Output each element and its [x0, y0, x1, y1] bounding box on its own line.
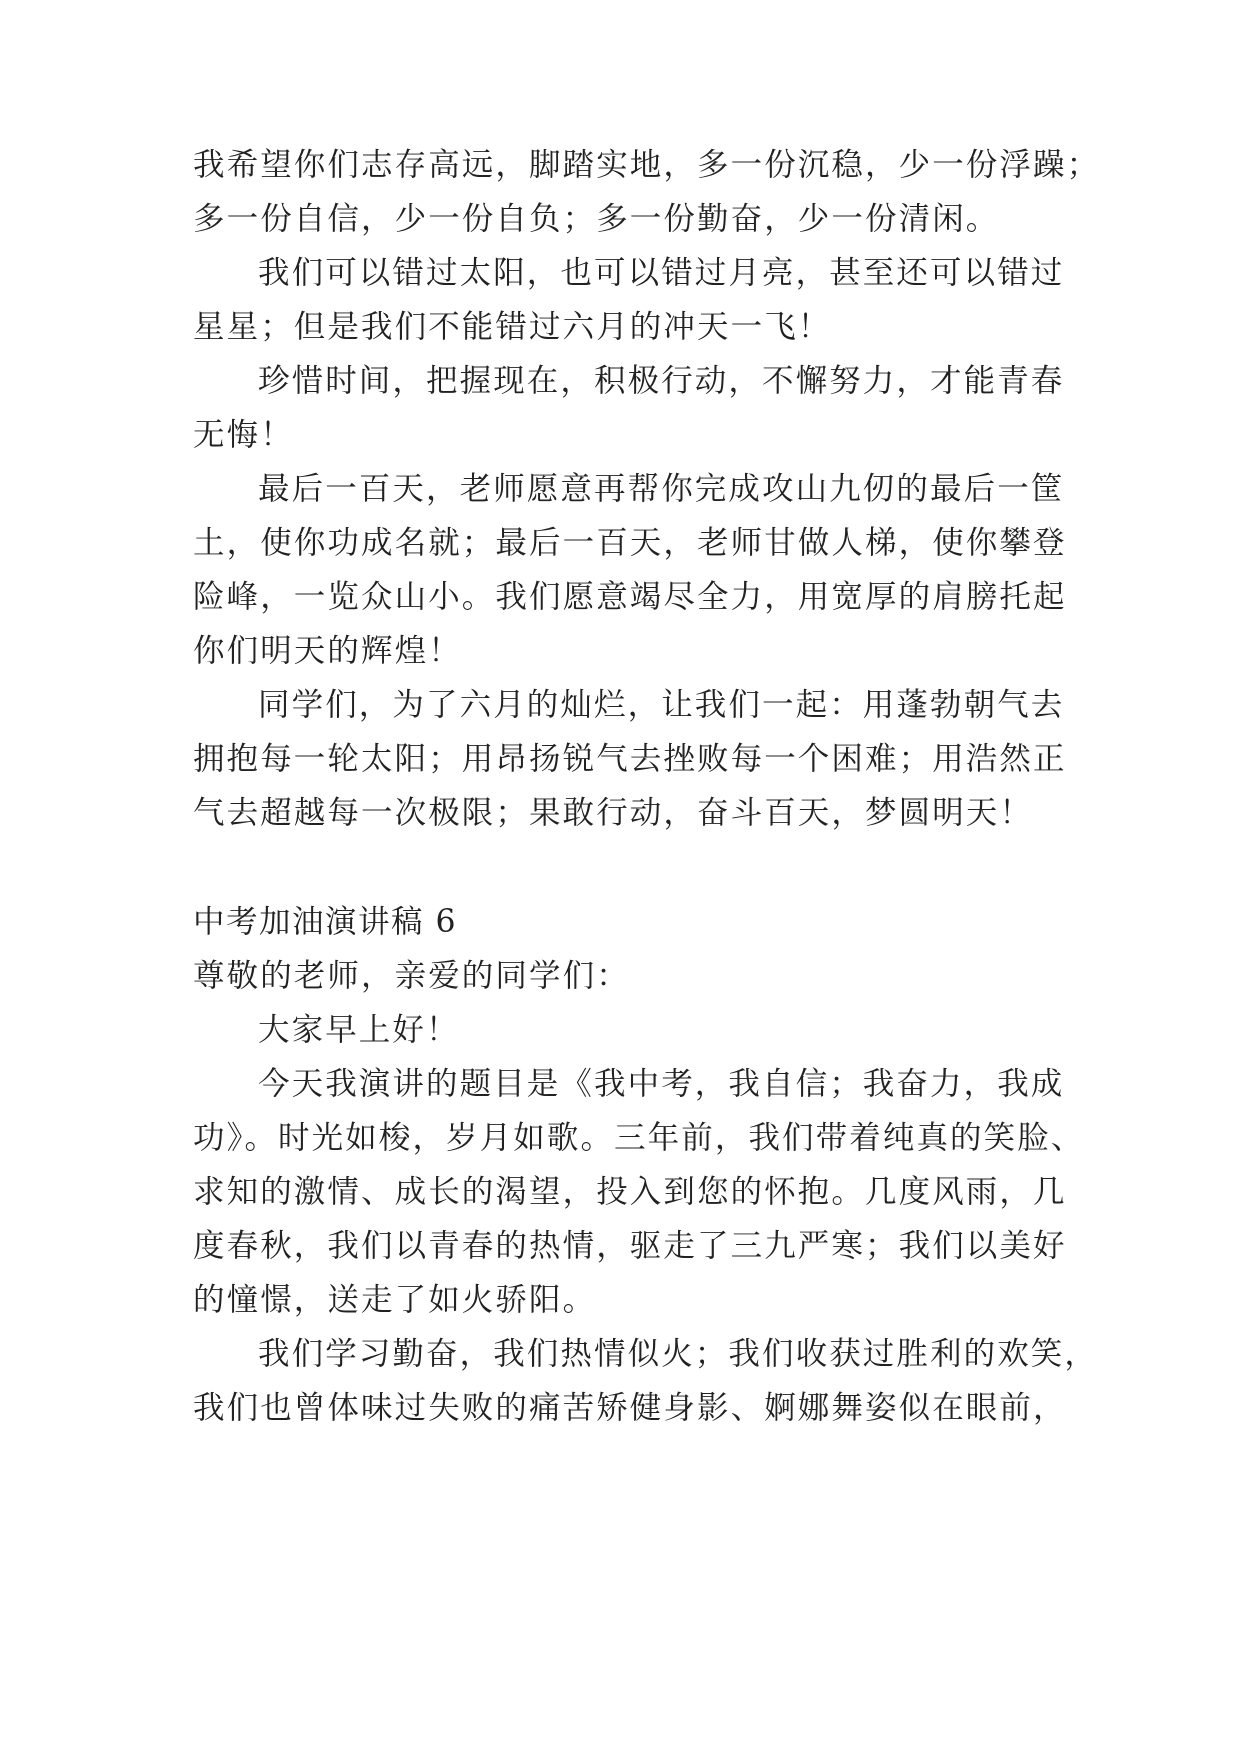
paragraph-line: 我们也曾体味过失败的痛苦矫健身影、婀娜舞姿似在眼前， [193, 1390, 1067, 1426]
paragraph-line: 你们明天的辉煌！ [193, 633, 462, 669]
paragraph-line: 土，使你功成名就；最后一百天，老师甘做人梯，使你攀登 [193, 525, 1067, 561]
paragraph-line: 险峰，一览众山小。我们愿意竭尽全力，用宽厚的肩膀托起 [193, 579, 1067, 615]
paragraph-line: 大家早上好！ [258, 1012, 460, 1048]
paragraph-line: 的憧憬，送走了如火骄阳。 [193, 1282, 597, 1318]
paragraph-line: 多一份自信，少一份自负；多一份勤奋，少一份清闲。 [193, 201, 1000, 237]
paragraph-line: 珍惜时间，把握现在，积极行动，不懈努力，才能青春 [258, 363, 1065, 399]
paragraph-line: 星星；但是我们不能错过六月的冲天一飞！ [193, 309, 832, 345]
paragraph-line: 同学们，为了六月的灿烂，让我们一起：用蓬勃朝气去 [258, 687, 1065, 723]
section-title: 中考加油演讲稿 6 [193, 904, 458, 940]
paragraph-line: 度春秋，我们以青春的热情，驱走了三九严寒；我们以美好 [193, 1228, 1067, 1264]
paragraph-line: 今天我演讲的题目是《我中考，我自信；我奋力，我成 [258, 1066, 1065, 1102]
paragraph-line: 我们可以错过太阳，也可以错过月亮，甚至还可以错过 [258, 255, 1065, 291]
paragraph-line: 最后一百天，老师愿意再帮你完成攻山九仞的最后一筐 [258, 471, 1065, 507]
paragraph-line: 我希望你们志存高远，脚踏实地，多一份沉稳，少一份浮躁； [193, 147, 1101, 183]
paragraph-line: 我们学习勤奋，我们热情似火；我们收获过胜利的欢笑， [258, 1336, 1099, 1372]
paragraph-line: 拥抱每一轮太阳；用昂扬锐气去挫败每一个困难；用浩然正 [193, 741, 1067, 777]
paragraph-line: 气去超越每一次极限；果敢行动，奋斗百天，梦圆明天！ [193, 795, 1034, 831]
paragraph-line: 无悔！ [193, 417, 294, 453]
greeting-line: 尊敬的老师，亲爱的同学们： [193, 958, 630, 994]
paragraph-line: 功》。时光如梭，岁月如歌。三年前，我们带着纯真的笑脸、 [193, 1120, 1085, 1156]
paragraph-line: 求知的激情、成长的渴望，投入到您的怀抱。几度风雨，几 [193, 1174, 1067, 1210]
